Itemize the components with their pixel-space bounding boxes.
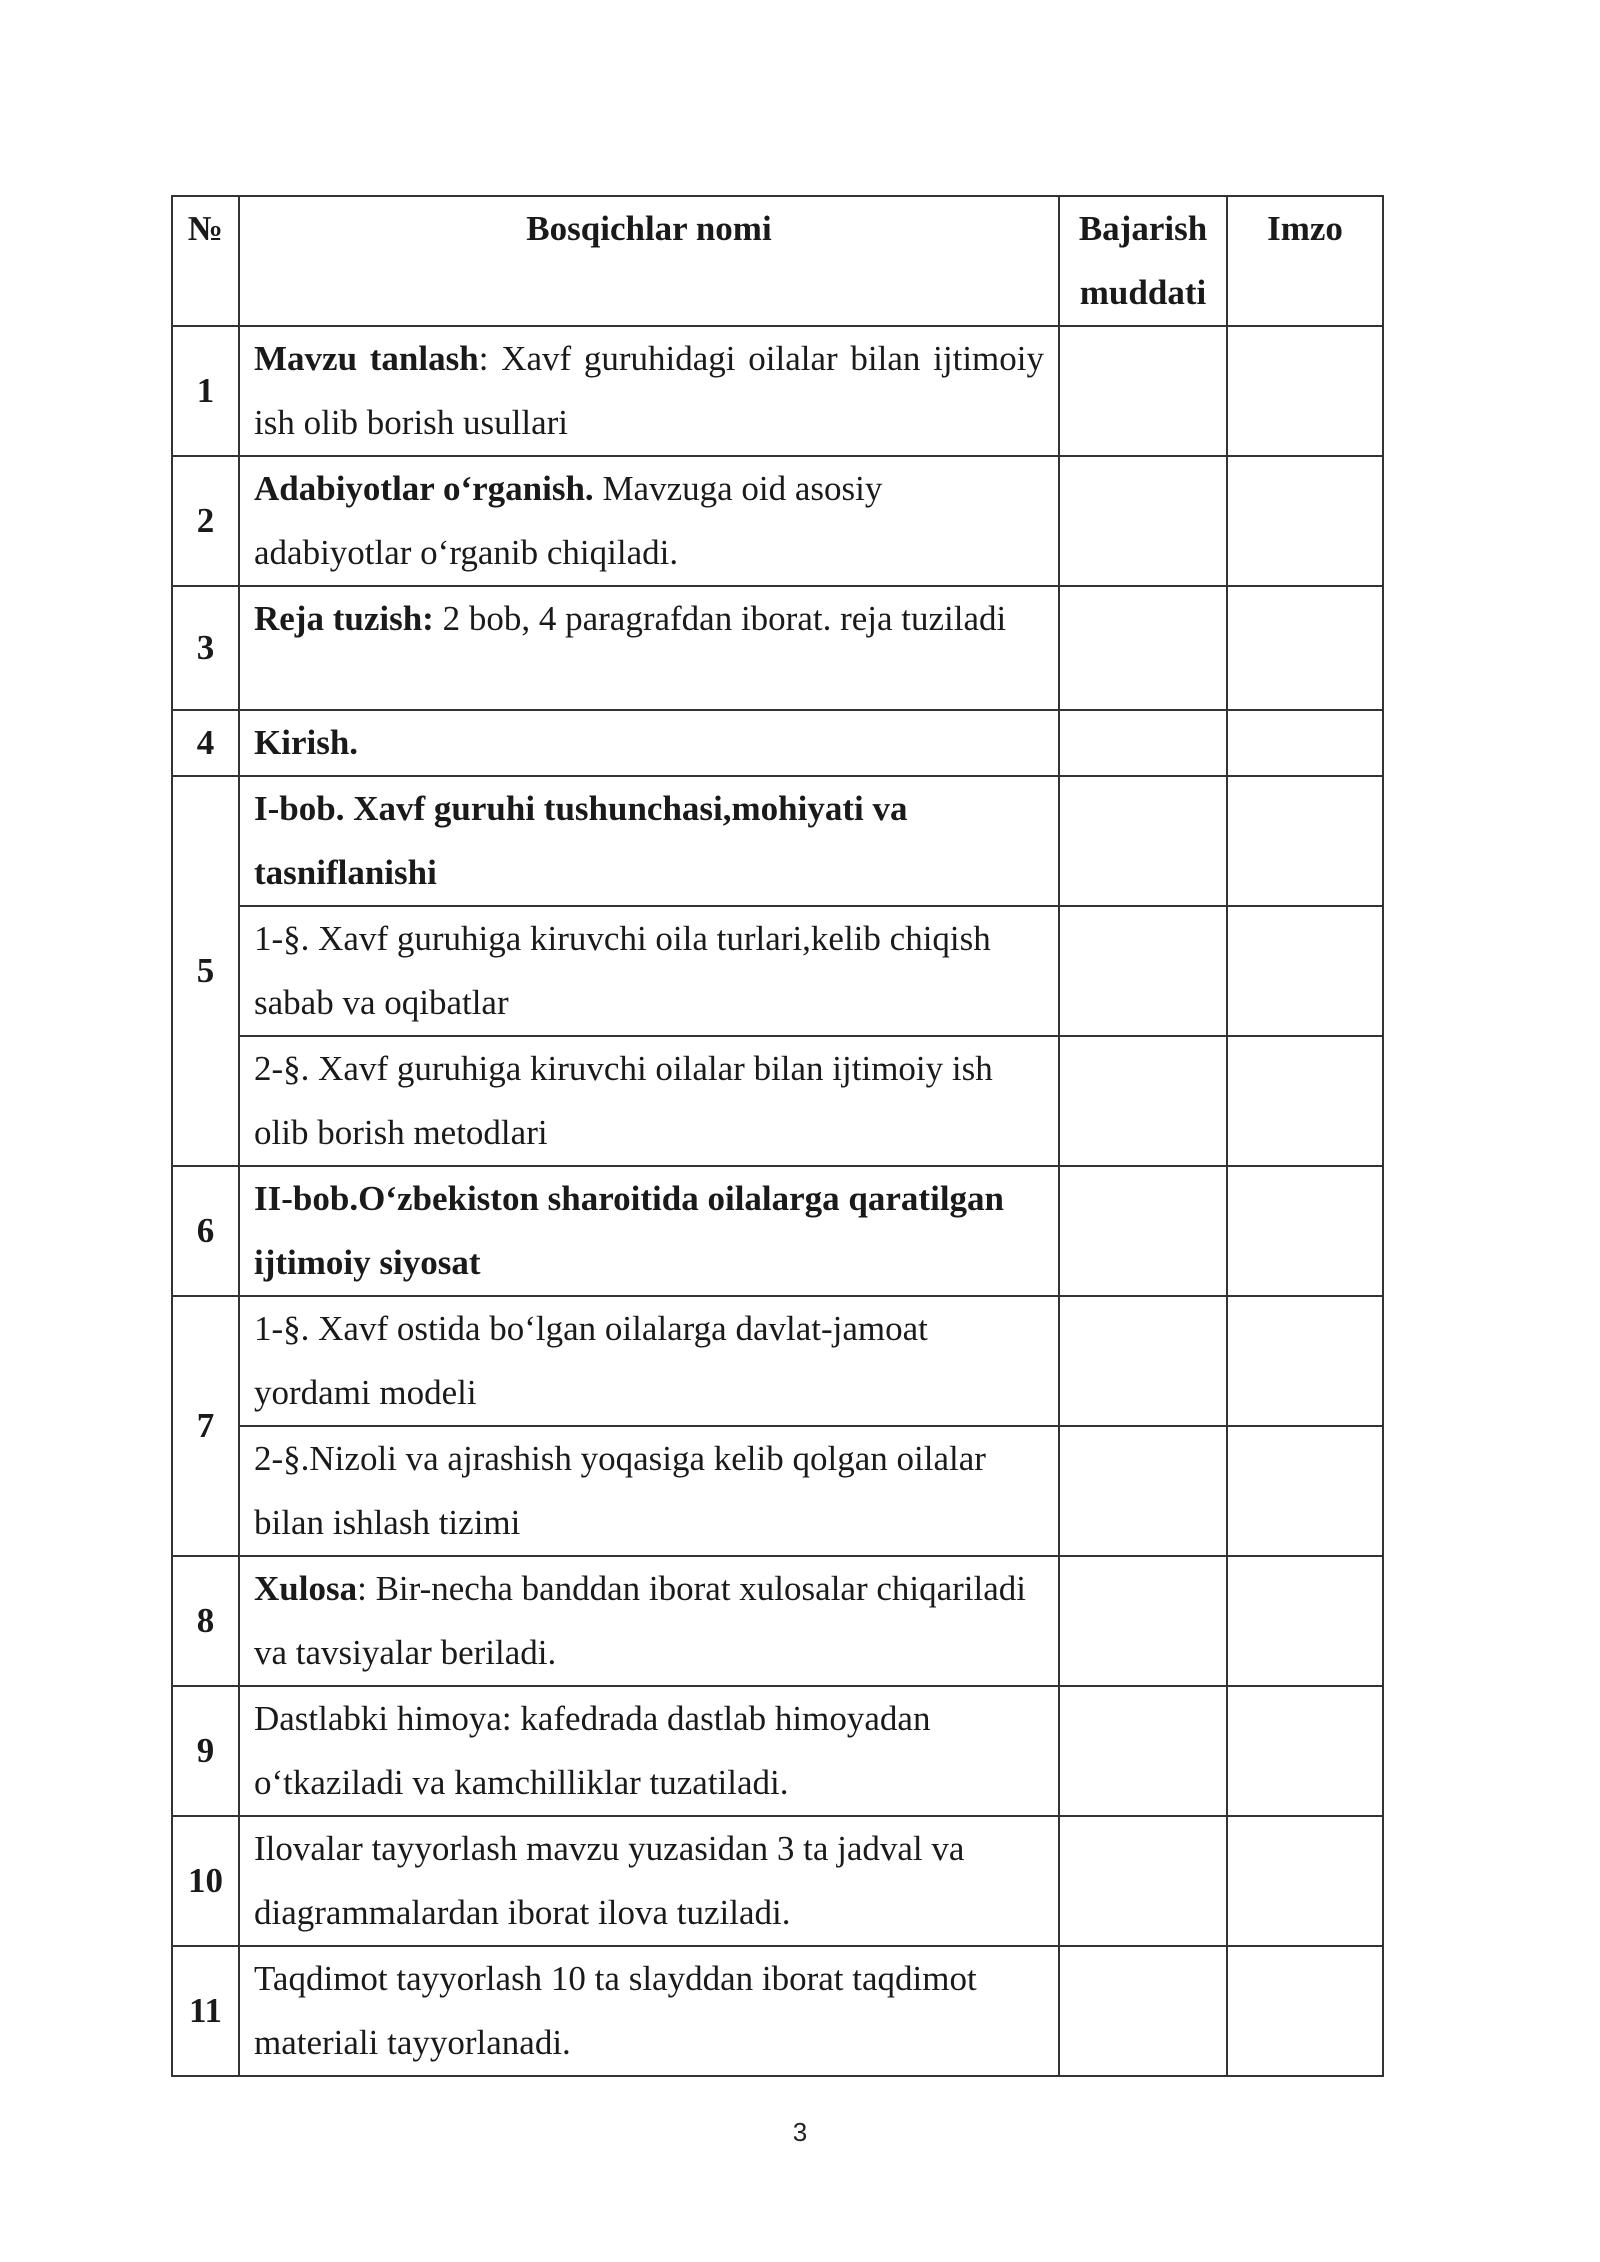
row-number: 5	[172, 776, 239, 1166]
stage-cell	[239, 710, 1059, 776]
signature-cell	[1227, 1166, 1383, 1296]
stage-cell: 2-§. Xavf guruhiga kiruvchi oilalar bilan ijtimoiy ish olib borish metodlari	[239, 1036, 1059, 1166]
deadline-cell	[1059, 1166, 1227, 1296]
stage-cell	[239, 586, 1059, 710]
row-number: 4	[172, 710, 239, 776]
row-number: 1	[172, 326, 239, 456]
stage-cell: 1-§. Xavf guruhiga kiruvchi oila turlari,kelib chiqish sabab va oqibatlar	[239, 906, 1059, 1036]
signature-cell	[1227, 776, 1383, 906]
table-row	[172, 456, 1383, 586]
table-subrow	[172, 1036, 1383, 1166]
row-number: 7	[172, 1296, 239, 1556]
deadline-cell	[1059, 710, 1227, 776]
signature-cell	[1227, 710, 1383, 776]
deadline-cell	[1059, 1296, 1227, 1426]
deadline-cell	[1059, 776, 1227, 906]
stage-text: 2 bob, 4 paragrafdan iborat. reja tuziladi	[433, 599, 1007, 638]
row-number: 8	[172, 1556, 239, 1686]
stage-cell: 1-§. Xavf ostida bo‘lgan oilalarga davlat-jamoat yordami modeli	[239, 1296, 1059, 1426]
stage-text: : Bir-necha banddan iborat xulosalar chiqariladi va tavsiyalar beriladi.	[254, 1569, 1027, 1672]
signature-cell	[1227, 1296, 1383, 1426]
work-plan-table	[171, 195, 1384, 2077]
stage-bold: Reja tuzish:	[254, 599, 434, 638]
signature-cell	[1227, 1426, 1383, 1556]
table-row	[172, 1686, 1383, 1816]
deadline-cell	[1059, 1686, 1227, 1816]
table-row	[172, 326, 1383, 456]
stage-cell	[239, 776, 1059, 906]
stage-cell: Taqdimot tayyorlash 10 ta slayddan iborat taqdimot materiali tayyorlanadi.	[239, 1946, 1059, 2076]
deadline-cell	[1059, 1556, 1227, 1686]
deadline-cell	[1059, 586, 1227, 710]
signature-cell	[1227, 1556, 1383, 1686]
table-row	[172, 1556, 1383, 1686]
deadline-cell	[1059, 1036, 1227, 1166]
table-header-row	[172, 196, 1383, 326]
page-number: 3	[792, 2117, 808, 2147]
table-row	[172, 1816, 1383, 1946]
chapter-title: II-bob.O‘zbekiston sharoitida oilalarga qaratilgan ijtimoiy siyosat	[254, 1179, 1005, 1282]
row-number: 2	[172, 456, 239, 586]
header-signature: Imzo	[1227, 196, 1383, 326]
signature-cell	[1227, 456, 1383, 586]
header-stage-name: Bosqichlar nomi	[239, 196, 1059, 326]
stage-text: Mavzuga oid asosiy adabiyotlar o‘rganib chiqiladi.	[254, 469, 883, 572]
stage-cell: Ilovalar tayyorlash mavzu yuzasidan 3 ta jadval va diagrammalardan iborat ilova tuziladi.	[239, 1816, 1059, 1946]
table-row	[172, 1166, 1383, 1296]
stage-cell: 2-§.Nizoli va ajrashish yoqasiga kelib qolgan oilalar bilan ishlash tizimi	[239, 1426, 1059, 1556]
stage-cell	[239, 1556, 1059, 1686]
chapter-title: I-bob. Xavf guruhi tushunchasi,mohiyati va tasniflanishi	[254, 789, 908, 892]
signature-cell	[1227, 1036, 1383, 1166]
stage-bold: Xulosa	[254, 1569, 358, 1608]
table-row	[172, 776, 1383, 906]
deadline-cell	[1059, 906, 1227, 1036]
deadline-cell	[1059, 326, 1227, 456]
row-number: 3	[172, 586, 239, 710]
signature-cell	[1227, 326, 1383, 456]
table-subrow	[172, 1426, 1383, 1556]
signature-cell	[1227, 1946, 1383, 2076]
table-subrow	[172, 906, 1383, 1036]
table-row	[172, 710, 1383, 776]
signature-cell	[1227, 1816, 1383, 1946]
stage-bold: Adabiyotlar o‘rganish.	[254, 469, 594, 508]
row-number: 9	[172, 1686, 239, 1816]
deadline-cell	[1059, 1816, 1227, 1946]
header-deadline: Bajarish muddati	[1059, 196, 1227, 326]
stage-cell	[239, 1166, 1059, 1296]
row-number: 11	[172, 1946, 239, 2076]
table-row	[172, 1296, 1383, 1426]
table-row	[172, 586, 1383, 710]
stage-cell: Dastlabki himoya: kafedrada dastlab himoyadan o‘tkaziladi va kamchilliklar tuzatiladi.	[239, 1686, 1059, 1816]
deadline-cell	[1059, 456, 1227, 586]
deadline-cell	[1059, 1426, 1227, 1556]
stage-cell	[239, 456, 1059, 586]
deadline-cell	[1059, 1946, 1227, 2076]
table-row	[172, 1946, 1383, 2076]
stage-cell	[239, 326, 1059, 456]
row-number: 10	[172, 1816, 239, 1946]
signature-cell	[1227, 906, 1383, 1036]
stage-bold: Kirish.	[254, 723, 359, 762]
header-number: №	[172, 196, 239, 326]
row-number: 6	[172, 1166, 239, 1296]
stage-text: : Xavf guruhidagi oilalar bilan ijtimoiy ish olib borish usullari	[254, 339, 1044, 442]
stage-bold: Mavzu tanlash	[254, 339, 479, 378]
signature-cell	[1227, 586, 1383, 710]
signature-cell	[1227, 1686, 1383, 1816]
